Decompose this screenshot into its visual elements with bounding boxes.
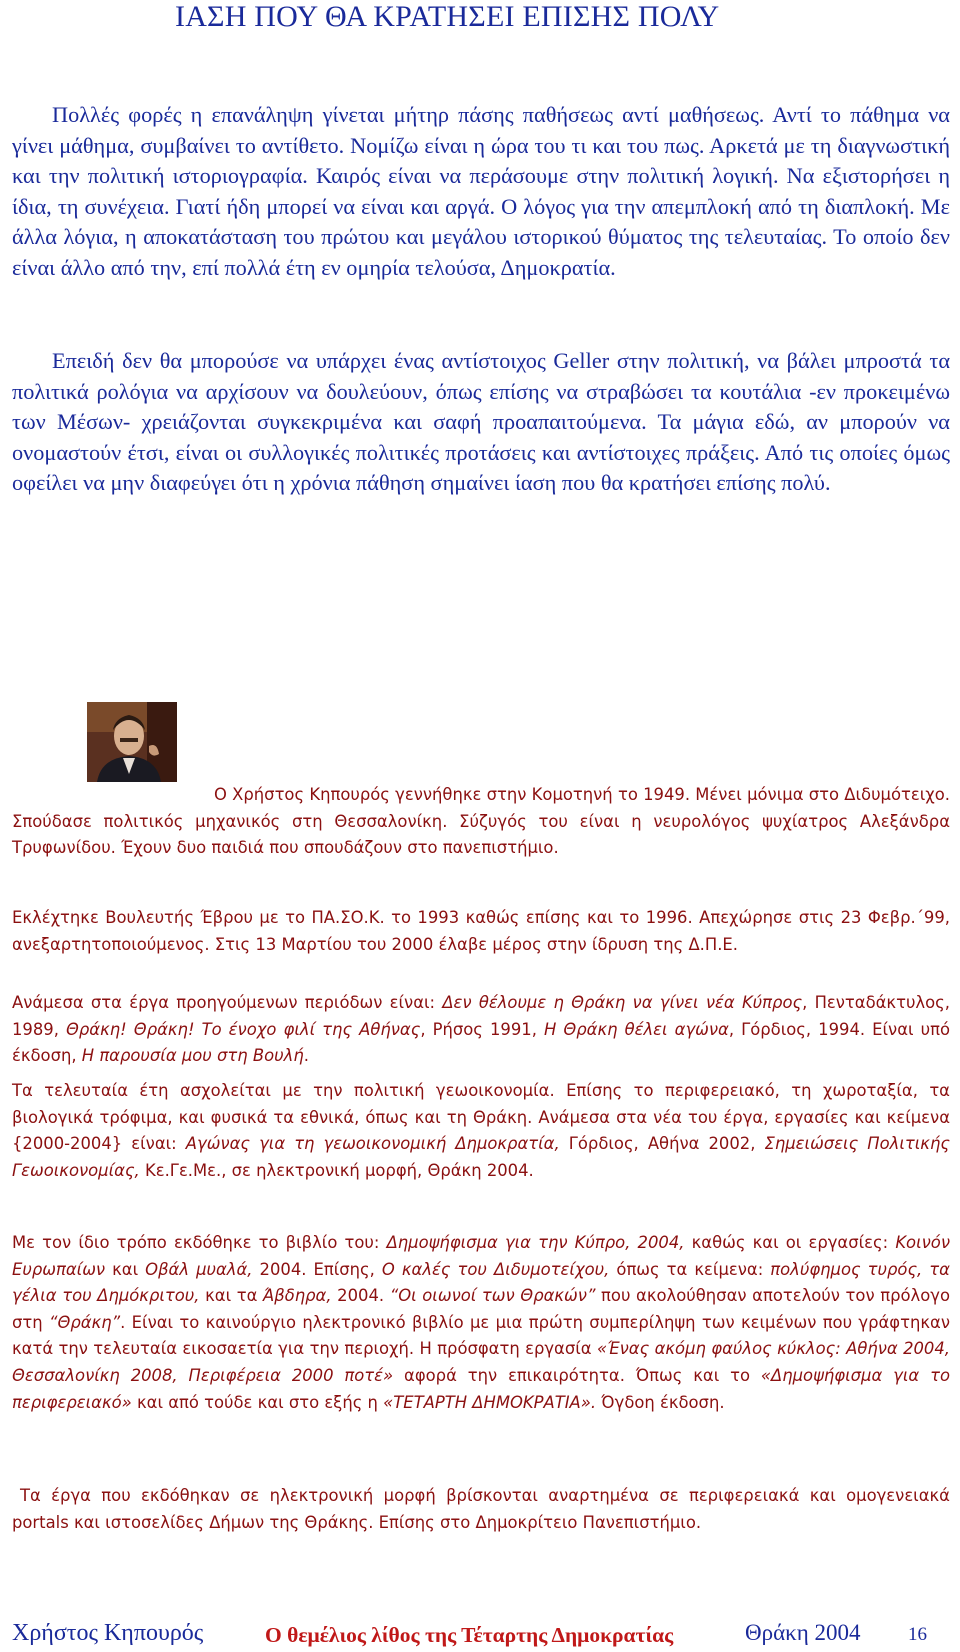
bio-paragraph-1: Ο Χρήστος Κηπουρός γεννήθηκε στην Κομοτηνή το 1949. Μένει μόνιμα στο Διδυμότειχο. Σπούδασε πολιτικός μηχανικός στη Θεσσαλονίκη. Σύζυγός του είναι η νευρολόγος ψυχίατρος Αλεξάνδρα Τρυφωνίδου. Έχουν δυο παιδιά που σπουδάζουν στο πανεπιστήμιο. [12, 785, 950, 858]
bio-paragraph-6: Τα έργα που εκδόθηκαν σε ηλεκτρονική μορφή βρίσκονται αναρτημένα σε περιφερειακά και ομογενειακά portals και ιστοσελίδες Δήμων της Θράκης. Επίσης στο Δημοκρίτειο Πανεπιστήμιο. [12, 1486, 950, 1532]
bio-text: Γόρδιος, Αθήνα 2002, [559, 1134, 765, 1154]
work-title: Οβάλ μυαλά, [145, 1259, 253, 1279]
bio-text: 2004. Επίσης, [252, 1259, 382, 1279]
bio-text: Κε.Γε.Με., σε ηλεκτρονική μορφή, Θράκη 2004. [139, 1160, 534, 1180]
bio-text: , Γόρδιος, 1994. Είναι υπό έκδοση, [12, 1019, 951, 1066]
bio-text: και [105, 1259, 146, 1279]
bio-text: , Πενταδάκτυλος, 1989, [12, 993, 950, 1039]
bio-text: Με τον ίδιο τρόπο εκδόθηκε το βιβλίο του: [12, 1233, 387, 1252]
author-photo [87, 702, 177, 782]
work-title: «Δημοψήφισμα για το περιφερειακό» [12, 1365, 950, 1412]
footer-author: Χρήστος Κηπουρός [12, 1620, 204, 1646]
article-paragraph-1: Πολλές φορές η επανάληψη γίνεται μήτηρ πάσης παθήσεως αντί μαθήσεως. Αντί το πάθημα να γίνει μάθημα, συμβαίνει το αντίθετο. Νομίζω είναι η ώρα του τι και του πως. Αρκετά με τη διαγνωστική και την πολιτική ιστοριογραφία. Καιρός είναι να περάσουμε στην πολιτική λογική. Να εξιστορήσει η ίδια, τη συνέχεια. Γιατί ήδη μπορεί να είναι και αργά. Ο λόγος για την απεμπλοκή από τη διαπλοκή. Με άλλα λόγια, η αποκατάσταση του πρώτου και μεγάλου ιστορικού θύματος της τελευταίας. Το οποίο δεν είναι άλλο από την, επί πολλά έτη εν ομηρία τελούσα, Δημοκρατία. [12, 102, 950, 280]
bio-text: αφορά την επικαιρότητα. Όπως και το [393, 1365, 761, 1385]
bio-text: , Ρήσος 1991, [420, 1019, 544, 1039]
bio-paragraph-3 [12, 990, 950, 1070]
bio-text: Τα τελευταία έτη ασχολείται με την πολιτική γεωοικονομία. Επίσης το περιφερειακό, τη χωροταξία, τα βιολογικά τρόφιμα, και φυσικά τα εθνικά, όπως και τη Θράκη. Ανάμεσα στα νέα του έργα, εργασίες και κείμενα {2000-2004} είναι: [12, 1081, 950, 1154]
bio-text: Ανάμεσα στα έργα προηγούμενων περιόδων είναι: [12, 993, 443, 1012]
work-title: “Οι οιωνοί των Θρακών” [389, 1286, 596, 1306]
work-title: Δεν θέλουμε η Θράκη να γίνει νέα Κύπρος [442, 993, 803, 1012]
work-title: Η Θράκη θέλει αγώνα [543, 1019, 729, 1039]
page-footer [0, 1620, 960, 1652]
footer-place-year: Θράκη 2004 [745, 1620, 861, 1645]
work-title: Κοινόν Ευρωπαίων [12, 1233, 950, 1279]
work-title: Σημειώσεις Πολιτικής Γεωοικονομίας, [12, 1134, 950, 1180]
bio-text: καθώς και οι εργασίες: [684, 1233, 896, 1252]
work-title: Άβδηρα, [263, 1286, 332, 1306]
work-title: πολύφημος τυρός, τα γέλια του Δημόκριτου, [12, 1259, 950, 1306]
bio-text: . [303, 1046, 309, 1066]
work-title: «ΤΕΤΑΡΤΗ ΔΗΜΟΚΡΑΤΙΑ». [383, 1392, 597, 1412]
work-title: «Ένας ακόμη φαύλος κύκλος: Αθήνα 2004, Θεσσαλονίκη 2008, Περιφέρεια 2000 ποτέ» [12, 1339, 950, 1385]
page-title: ΙΑΣΗ ΠΟΥ ΘΑ ΚΡΑΤΗΣΕΙ ΕΠΙΣΗΣ ΠΟΛΥ [175, 0, 720, 33]
bio-text: Όγδοη έκδοση. [596, 1392, 725, 1412]
bio-text: . Είναι το καινούργιο ηλεκτρονικό βιβλίο με μια πρώτη συμπερίληψη των κειμένων που γράφτηκαν κατά την τελευταία εικοσαετία για την περιοχή. Η πρόσφατη εργασία [12, 1312, 950, 1359]
article-paragraph-2: Επειδή δεν θα μπορούσε να υπάρχει ένας αντίστοιχος Geller στην πολιτική, να βάλει μπροστά τα πολιτικά ρολόγια να αρχίσουν να δουλεύουν, όπως επίσης να στραβώσει τα κουτάλια -εν προκειμένω των Μέσων- χρειάζονται συγκεκριμένα και σαφή προαπαιτούμενα. Τα μάγια εδώ, αν μπορούν να ονομαστούν έτσι, είναι οι συλλογικές πολιτικές προτάσεις και αντίστοιχες πράξεις. Από τις οποίες όμως οφείλει να μην διαφεύγει ότι η χρόνια πάθηση σημαίνει ίαση που θα κρατήσει επίσης πολύ. [12, 348, 950, 495]
work-title: Αγώνας για τη γεωοικονομική Δημοκρατία, [185, 1134, 560, 1154]
bio-text: και τα [199, 1286, 264, 1306]
work-title: Θράκη! Θράκη! Το ένοχο φιλί της Αθήνας [66, 1019, 421, 1039]
bio-text: που ακολούθησαν αποτελούν τον πρόλογο στη [12, 1286, 950, 1332]
work-title: Δημοψήφισμα για την Κύπρο, 2004, [386, 1233, 685, 1252]
bio-paragraph-4 [12, 1078, 950, 1184]
bio-text: 2004. [331, 1286, 390, 1306]
work-title: Η παρουσία μου στη Βουλή [81, 1046, 304, 1066]
bio-text: όπως τα κείμενα: [609, 1259, 771, 1279]
work-title: Ο καλές του Διδυμοτείχου, [381, 1259, 610, 1279]
footer-book-title: Ο θεμέλιος λίθος της Τέταρτης Δημοκρατίας [265, 1623, 674, 1647]
work-title: “Θράκη” [48, 1312, 121, 1332]
bio-text: και από τούδε και στο εξής η [131, 1392, 384, 1412]
bio-paragraph-2: Εκλέχτηκε Βουλευτής Έβρου με το ΠΑ.ΣΟ.Κ. το 1993 καθώς επίσης και το 1996. Απεχώρησε στις 23 Φεβρ.΄99, ανεξαρτητοποιούμενος. Στις 13 Μαρτίου του 2000 έλαβε μέρος στην ίδρυση της Δ.Π.Ε. [12, 908, 950, 954]
bio-paragraph-5 [12, 1230, 950, 1416]
footer-page-number: 16 [908, 1624, 927, 1645]
